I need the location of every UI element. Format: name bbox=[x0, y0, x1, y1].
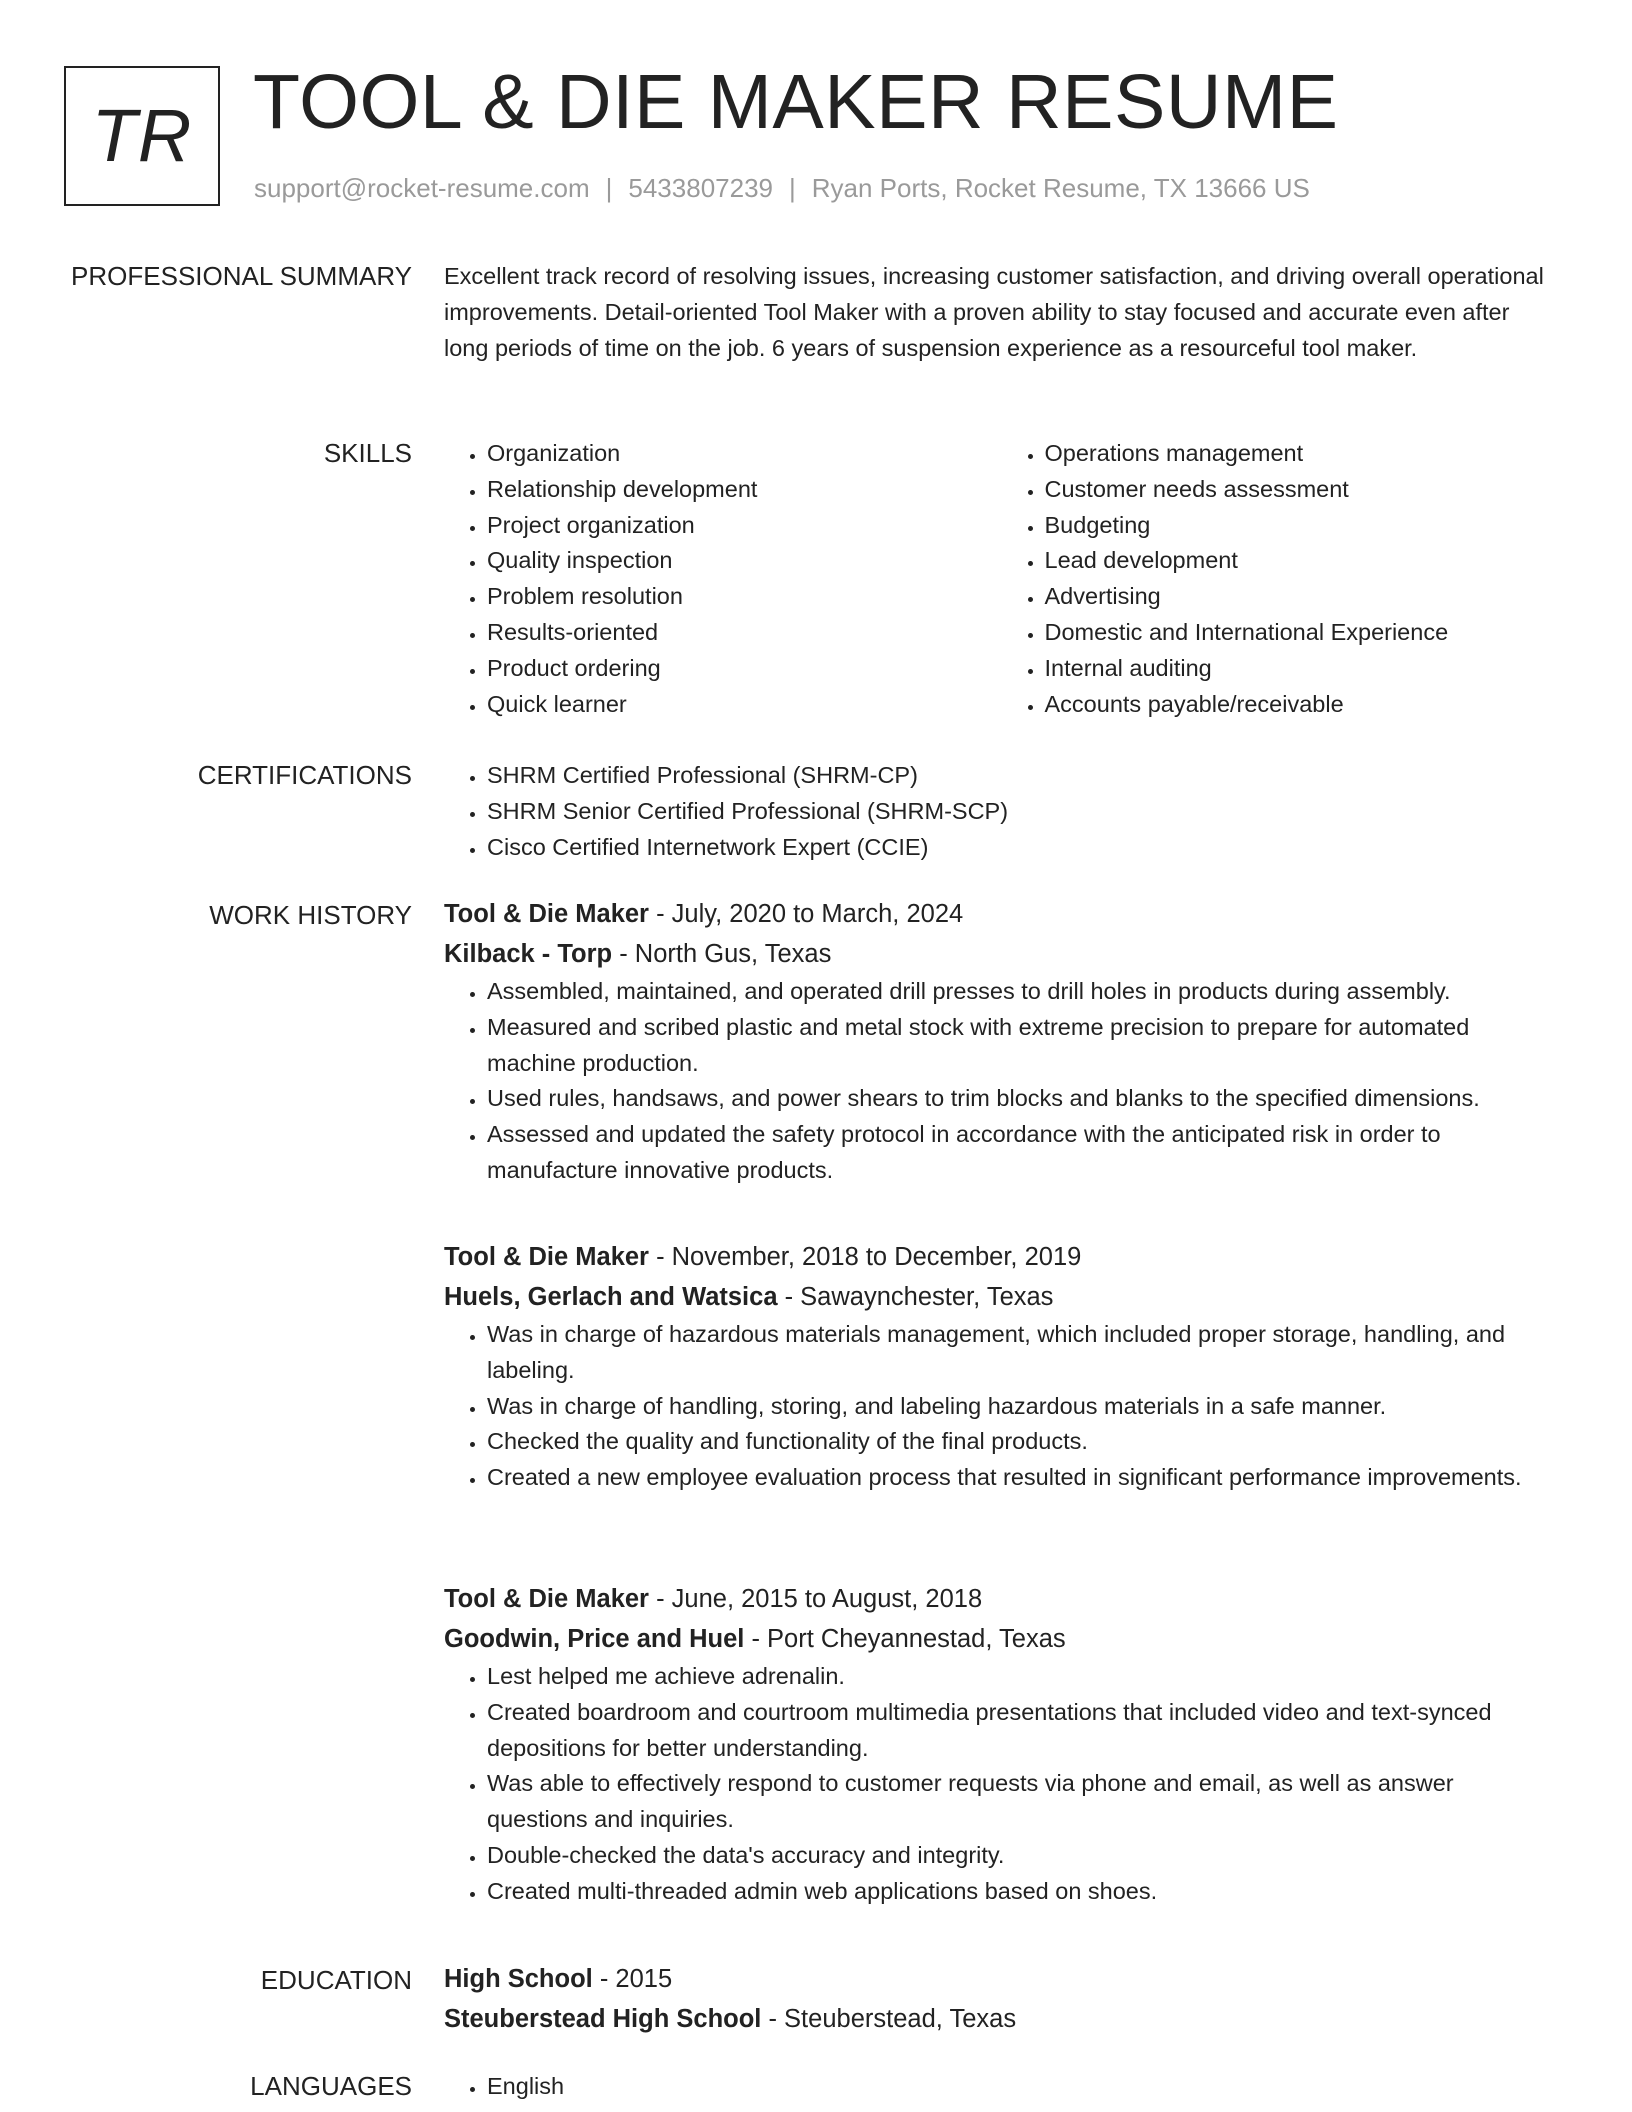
contact-separator: | bbox=[605, 173, 613, 203]
languages-list bbox=[444, 2069, 1559, 2105]
job-location: - North Gus, Texas bbox=[612, 940, 832, 968]
job-entry bbox=[444, 894, 1559, 1189]
job-entry bbox=[444, 1579, 1559, 1910]
skill-item: • Product ordering bbox=[487, 651, 1002, 687]
contact-phone: 5433807239 bbox=[628, 173, 773, 203]
monogram-initials: TR bbox=[91, 94, 193, 177]
job-title: Tool & Die Maker bbox=[444, 900, 649, 928]
contact-email: support@rocket-resume.com bbox=[254, 173, 590, 203]
job-bullets bbox=[444, 974, 1559, 1189]
section-label-education: EDUCATION bbox=[260, 1965, 412, 1995]
job-dates: - July, 2020 to March, 2024 bbox=[648, 900, 964, 928]
resume-title: TOOL & DIE MAKER RESUME bbox=[253, 59, 1339, 145]
certification-item: • SHRM Senior Certified Professional (SHRM-SCP) bbox=[487, 794, 1559, 830]
skills-body bbox=[444, 436, 1559, 722]
monogram-badge bbox=[64, 66, 220, 206]
certification-item: • SHRM Certified Professional (SHRM-CP) bbox=[487, 758, 1559, 794]
contact-line bbox=[254, 173, 1310, 204]
language-item: • English bbox=[487, 2069, 1559, 2105]
skill-item: • Organization bbox=[487, 436, 1002, 472]
skill-item: • Results-oriented bbox=[487, 615, 1002, 651]
job-company: Kilback - Torp bbox=[444, 940, 613, 968]
skills-list-left bbox=[444, 436, 1002, 722]
job-bullet-item: • Created boardroom and courtroom multimedia presentations that included video and text-synced depositions for better understanding. bbox=[487, 1695, 1559, 1767]
section-label-work-history: WORK HISTORY bbox=[209, 900, 412, 930]
job-dates: - November, 2018 to December, 2019 bbox=[648, 1243, 1082, 1271]
job-bullet-item: • Checked the quality and functionality of the final products. bbox=[487, 1424, 1559, 1460]
job-bullet-item: • Double-checked the data's accuracy and integrity. bbox=[487, 1838, 1559, 1874]
job-title: Tool & Die Maker bbox=[444, 1243, 649, 1271]
job-bullet-item: • Was able to effectively respond to customer requests via phone and email, as well as answer questions and inquiries. bbox=[487, 1766, 1559, 1838]
education-school: Steuberstead High School bbox=[444, 2005, 762, 2033]
job-bullet-item: • Assessed and updated the safety protocol in accordance with the anticipated risk in order to manufacture innovative products. bbox=[487, 1117, 1559, 1189]
section-label-skills: SKILLS bbox=[323, 438, 412, 468]
job-title: Tool & Die Maker bbox=[444, 1585, 649, 1613]
skill-item: • Lead development bbox=[1045, 543, 1560, 579]
skill-item: • Quality inspection bbox=[487, 543, 1002, 579]
skill-item: • Customer needs assessment bbox=[1045, 472, 1560, 508]
job-bullet-item: • Measured and scribed plastic and metal stock with extreme precision to prepare for automated machine production. bbox=[487, 1010, 1559, 1082]
contact-address: Ryan Ports, Rocket Resume, TX 13666 US bbox=[811, 173, 1310, 203]
education-degree-line bbox=[444, 1959, 1559, 1999]
job-bullets bbox=[444, 1317, 1559, 1496]
job-company-line bbox=[444, 934, 1559, 974]
job-company: Goodwin, Price and Huel bbox=[444, 1625, 745, 1653]
skill-item: • Relationship development bbox=[487, 472, 1002, 508]
skill-item: • Problem resolution bbox=[487, 579, 1002, 615]
skill-item: • Operations management bbox=[1045, 436, 1560, 472]
job-bullet-item: • Was in charge of hazardous materials management, which included proper storage, handling, and labeling. bbox=[487, 1317, 1559, 1389]
skill-item: • Quick learner bbox=[487, 687, 1002, 723]
job-location: - Port Cheyannestad, Texas bbox=[744, 1625, 1066, 1653]
job-bullet-item: • Assembled, maintained, and operated drill presses to drill holes in products during assembly. bbox=[487, 974, 1559, 1010]
section-label-summary: PROFESSIONAL SUMMARY bbox=[71, 261, 412, 291]
summary-text: Excellent track record of resolving issues, increasing customer satisfaction, and driving overall operational improvements. Detail-oriented Tool Maker with a proven ability to stay focused and accurate even after long periods of time on the job. 6 years of suspension experience as a resourceful tool maker. bbox=[444, 263, 1544, 361]
skill-item: • Internal auditing bbox=[1045, 651, 1560, 687]
job-title-line bbox=[444, 1237, 1559, 1277]
certification-item: • Cisco Certified Internetwork Expert (CCIE) bbox=[487, 830, 1559, 866]
job-bullets bbox=[444, 1659, 1559, 1910]
skill-item: • Domestic and International Experience bbox=[1045, 615, 1560, 651]
job-bullet-item: • Lest helped me achieve adrenalin. bbox=[487, 1659, 1559, 1695]
education-location: - Steuberstead, Texas bbox=[761, 2005, 1017, 2033]
skills-list-right bbox=[1002, 436, 1560, 722]
job-company-line bbox=[444, 1277, 1559, 1317]
skill-item: • Advertising bbox=[1045, 579, 1560, 615]
education-degree: High School bbox=[444, 1965, 593, 1993]
job-title-line bbox=[444, 1579, 1559, 1619]
certifications-list bbox=[444, 758, 1559, 865]
section-label-certifications: CERTIFICATIONS bbox=[197, 760, 412, 790]
job-dates: - June, 2015 to August, 2018 bbox=[648, 1585, 983, 1613]
education-school-line bbox=[444, 1999, 1559, 2039]
certifications-body bbox=[444, 758, 1559, 865]
job-company-line bbox=[444, 1619, 1559, 1659]
summary-body bbox=[444, 259, 1559, 366]
job-title-line bbox=[444, 894, 1559, 934]
job-bullet-item: • Created a new employee evaluation process that resulted in significant performance improvements. bbox=[487, 1460, 1559, 1496]
contact-separator: | bbox=[789, 173, 796, 203]
education-body bbox=[444, 1959, 1559, 2039]
job-bullet-item: • Created multi-threaded admin web applications based on shoes. bbox=[487, 1874, 1559, 1910]
job-company: Huels, Gerlach and Watsica bbox=[444, 1283, 778, 1311]
skill-item: • Budgeting bbox=[1045, 508, 1560, 544]
job-bullet-item: • Was in charge of handling, storing, and labeling hazardous materials in a safe manner. bbox=[487, 1389, 1559, 1425]
job-location: - Sawaynchester, Texas bbox=[777, 1283, 1054, 1311]
education-year: - 2015 bbox=[592, 1965, 673, 1993]
skill-item: • Accounts payable/receivable bbox=[1045, 687, 1560, 723]
section-label-languages: LANGUAGES bbox=[250, 2071, 412, 2101]
job-bullet-item: • Used rules, handsaws, and power shears to trim blocks and blanks to the specified dimensions. bbox=[487, 1081, 1559, 1117]
skill-item: • Project organization bbox=[487, 508, 1002, 544]
languages-body bbox=[444, 2069, 1559, 2105]
job-entry bbox=[444, 1237, 1559, 1496]
